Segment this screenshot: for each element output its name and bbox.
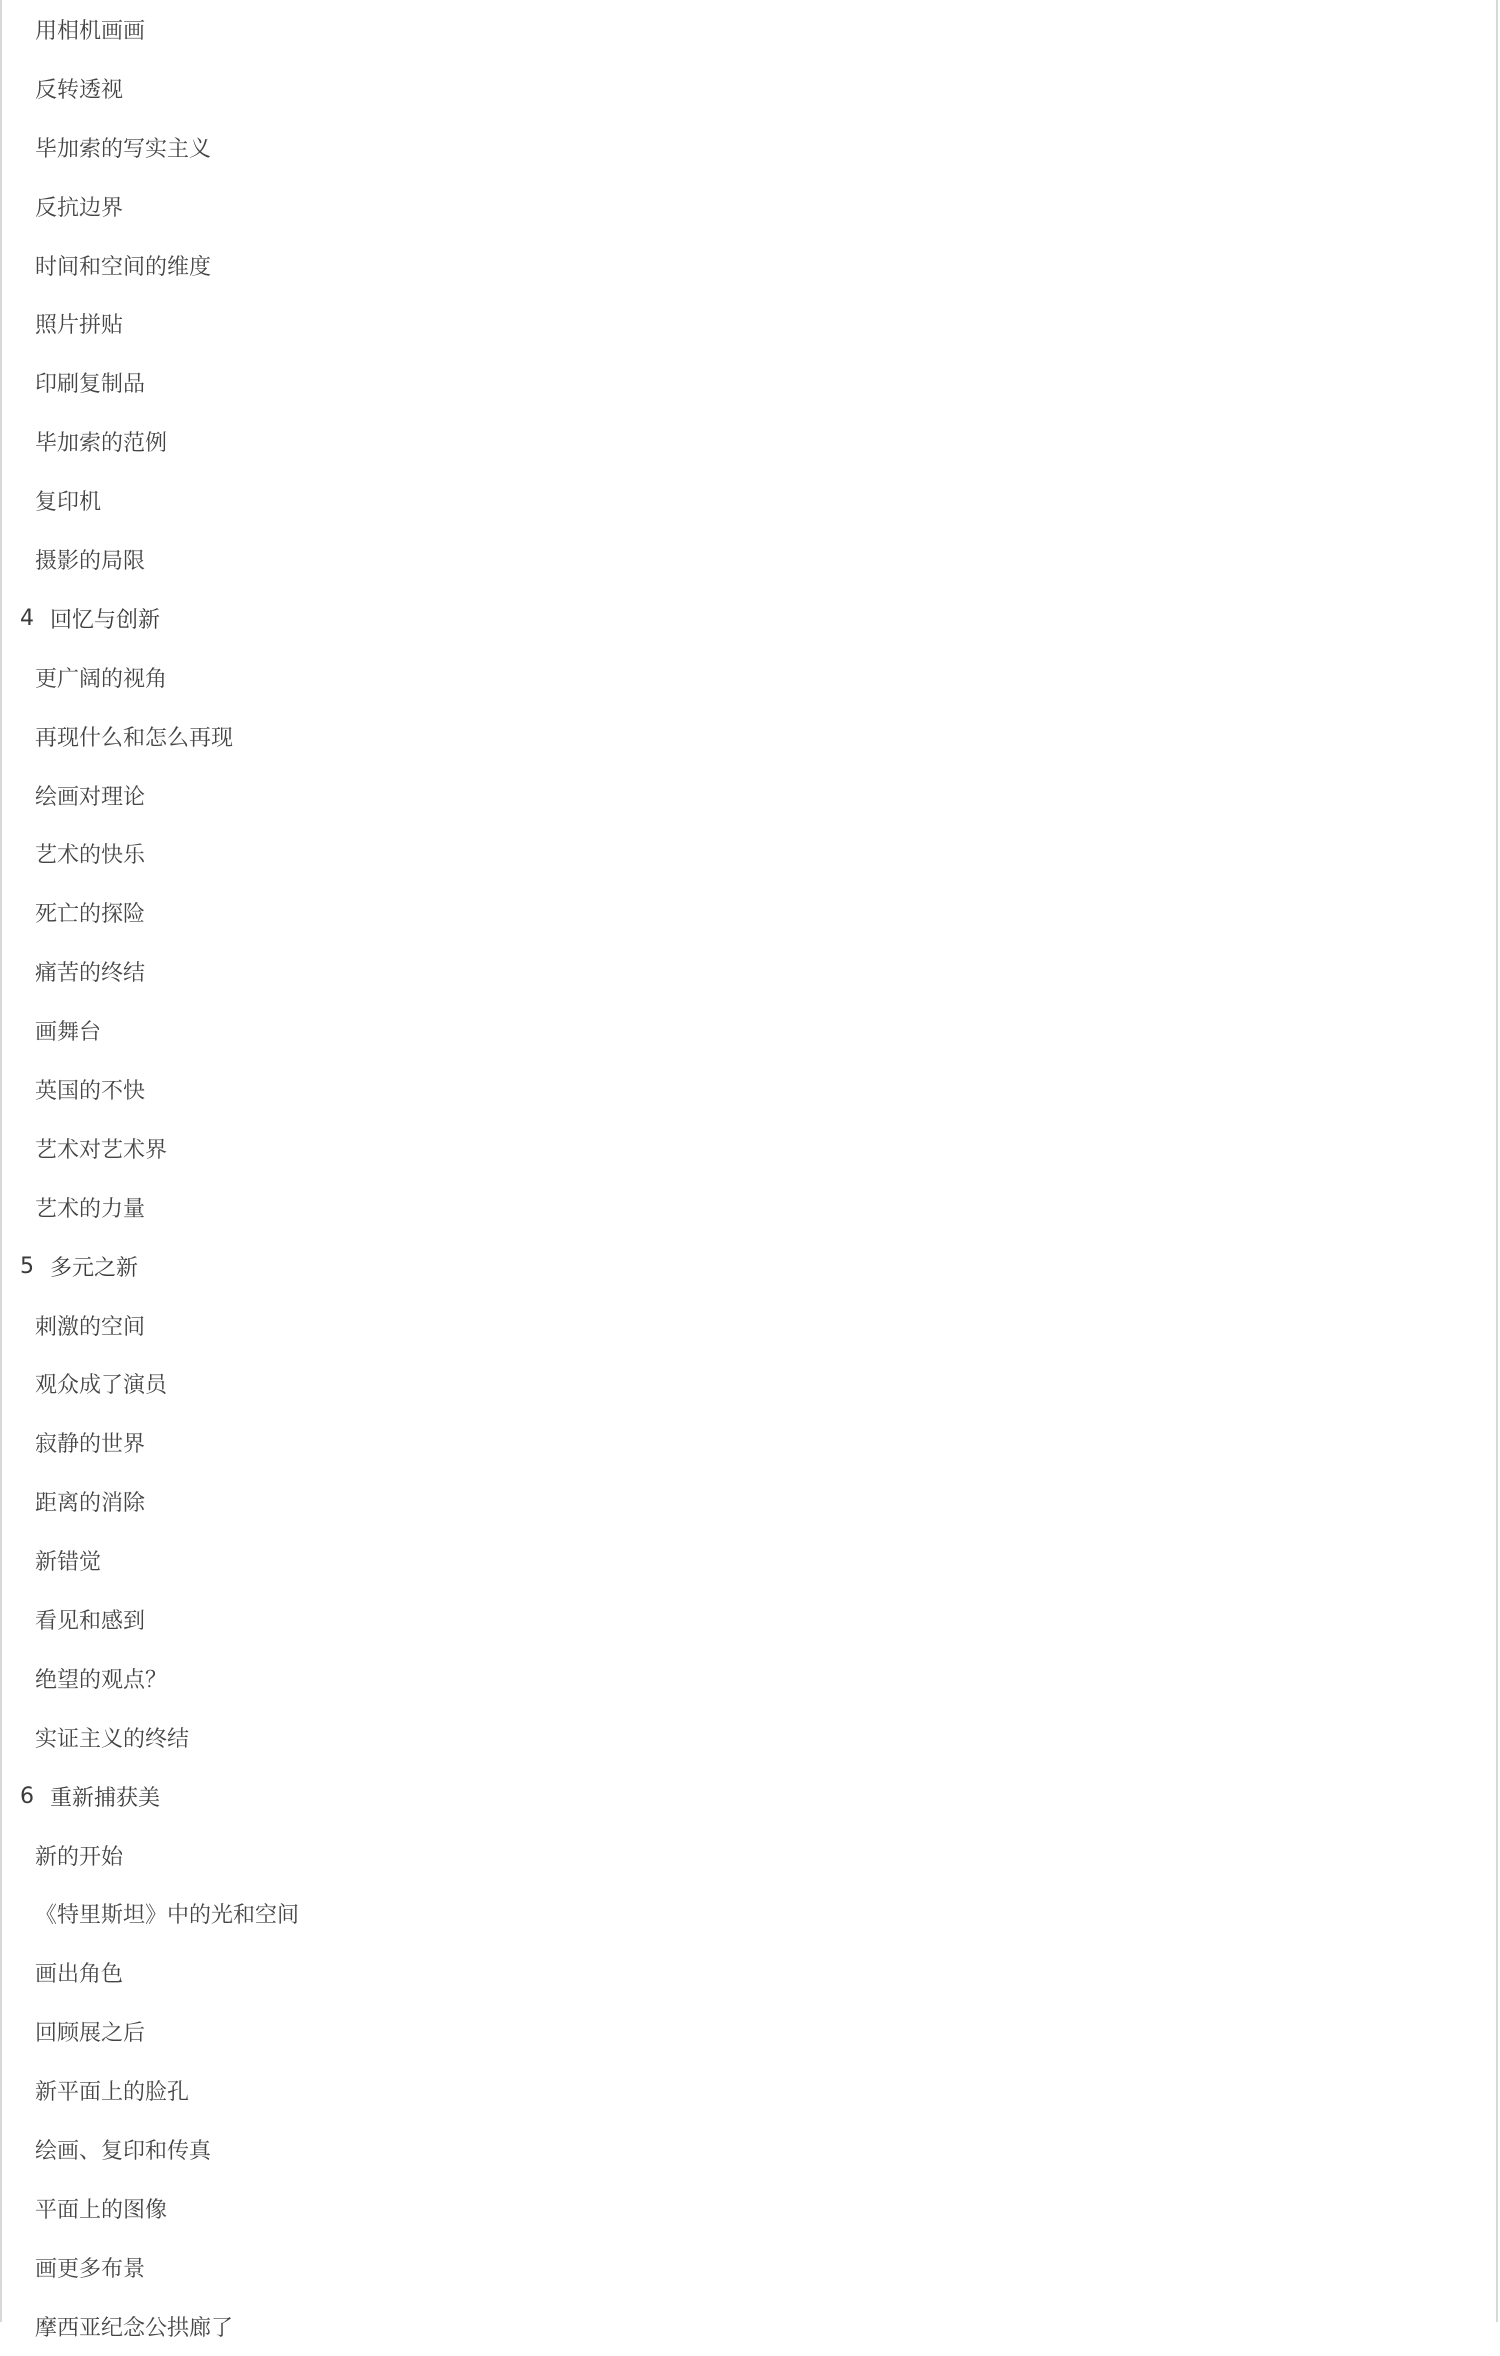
toc-section-link[interactable] (0, 1001, 1498, 1060)
section-title: 毕加索的范例 (35, 431, 168, 457)
section-title: 距离的消除 (35, 1491, 146, 1517)
section-title: 《特里斯坦》中的光和空间 (35, 1903, 300, 1929)
chapter-title: 重新捕获美 (50, 1785, 161, 1811)
section-title: 艺术对艺术界 (35, 1137, 168, 1163)
section-title: 英国的不快 (35, 1078, 146, 1104)
chapter-title: 回忆与创新 (50, 607, 161, 633)
toc-chapter-heading (0, 1767, 1498, 1826)
toc-section-link[interactable] (0, 1060, 1498, 1119)
toc-section-link[interactable] (0, 883, 1498, 942)
section-title: 痛苦的终结 (35, 961, 146, 987)
toc-section-link[interactable] (0, 1413, 1498, 1472)
toc-section-link[interactable] (0, 412, 1498, 471)
section-title: 实证主义的终结 (35, 1726, 190, 1752)
section-title: 印刷复制品 (35, 372, 146, 398)
toc-section-link[interactable] (0, 1943, 1498, 2002)
toc-section-link[interactable] (0, 2238, 1498, 2297)
section-title: 复印机 (35, 490, 102, 516)
section-title: 看见和感到 (35, 1608, 146, 1634)
section-title: 回顾展之后 (35, 2021, 146, 2047)
section-title: 反转透视 (35, 77, 124, 103)
toc-section-link[interactable] (0, 2061, 1498, 2120)
toc-chapter-heading (0, 589, 1498, 648)
section-title: 新的开始 (35, 1844, 124, 1870)
section-title: 摩西亚纪念公拱廊了 (35, 2315, 234, 2341)
toc-section-link[interactable] (0, 2120, 1498, 2179)
toc-section-link[interactable] (0, 59, 1498, 118)
chapter-title: 多元之新 (50, 1255, 139, 1281)
toc-section-link[interactable] (0, 2297, 1498, 2356)
section-title: 时间和空间的维度 (35, 254, 212, 280)
section-title: 照片拼贴 (35, 313, 124, 339)
toc-section-link[interactable] (0, 177, 1498, 236)
section-title: 寂静的世界 (35, 1432, 146, 1458)
toc-section-link[interactable] (0, 942, 1498, 1001)
section-title: 更广阔的视角 (35, 666, 168, 692)
toc-section-link[interactable] (0, 118, 1498, 177)
toc-section-link[interactable] (0, 2179, 1498, 2238)
chapter-number: 5 (20, 1253, 34, 1279)
section-title: 刺激的空间 (35, 1314, 146, 1340)
section-title: 绝望的观点？ (35, 1667, 168, 1693)
section-title: 画更多布景 (35, 2256, 146, 2282)
section-title: 新平面上的脸孔 (35, 2080, 190, 2106)
toc-section-link[interactable] (0, 0, 1498, 59)
toc-section-link[interactable] (0, 1178, 1498, 1237)
section-title: 死亡的探险 (35, 902, 146, 928)
toc-section-link[interactable] (0, 766, 1498, 825)
chapter-number: 4 (20, 605, 34, 631)
section-title: 观众成了演员 (35, 1373, 168, 1399)
toc-section-link[interactable] (0, 1649, 1498, 1708)
section-title: 平面上的图像 (35, 2197, 168, 2223)
section-title: 用相机画画 (35, 18, 146, 44)
section-title: 摄影的局限 (35, 548, 146, 574)
toc-section-link[interactable] (0, 294, 1498, 353)
toc-section-link[interactable] (0, 1119, 1498, 1178)
toc-section-link[interactable] (0, 824, 1498, 883)
toc-section-link[interactable] (0, 1472, 1498, 1531)
toc-section-link[interactable] (0, 1590, 1498, 1649)
section-title: 艺术的快乐 (35, 843, 146, 869)
toc-section-link[interactable] (0, 530, 1498, 589)
toc-section-link[interactable] (0, 1531, 1498, 1590)
toc-section-link[interactable] (0, 1708, 1498, 1767)
section-title: 画出角色 (35, 1962, 124, 1988)
toc-section-link[interactable] (0, 707, 1498, 766)
toc-section-link[interactable] (0, 648, 1498, 707)
chapter-number: 6 (20, 1783, 34, 1809)
toc-section-link[interactable] (0, 353, 1498, 412)
section-title: 绘画对理论 (35, 784, 146, 810)
toc-section-link[interactable] (0, 236, 1498, 295)
section-title: 毕加索的写实主义 (35, 136, 212, 162)
toc-section-link[interactable] (0, 1296, 1498, 1355)
section-title: 艺术的力量 (35, 1196, 146, 1222)
section-title: 绘画、复印和传真 (35, 2139, 212, 2164)
section-title: 画舞台 (35, 1020, 102, 1046)
toc-section-link[interactable] (0, 1826, 1498, 1885)
section-title: 新错觉 (35, 1550, 102, 1576)
section-title: 再现什么和怎么再现 (35, 725, 234, 751)
toc-chapter-heading (0, 1237, 1498, 1296)
toc-section-link[interactable] (0, 1354, 1498, 1413)
section-title: 反抗边界 (35, 195, 124, 221)
toc-section-link[interactable] (0, 1885, 1498, 1944)
toc-section-link[interactable] (0, 2002, 1498, 2061)
toc-section-link[interactable] (0, 471, 1498, 530)
